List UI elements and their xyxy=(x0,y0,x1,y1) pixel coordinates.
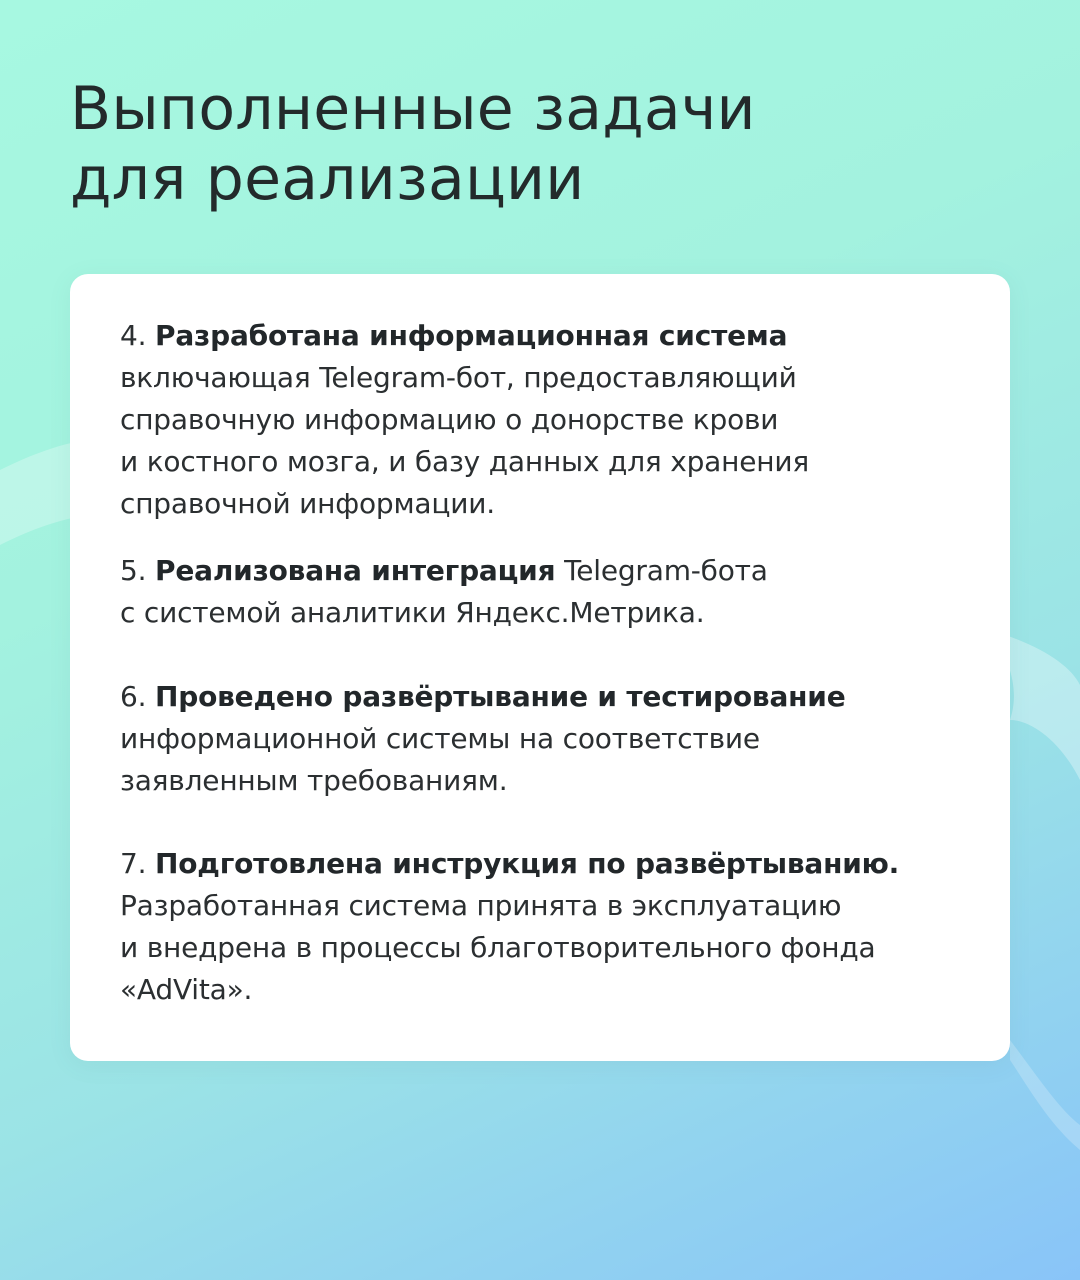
task-item-7 xyxy=(120,843,970,1011)
task-bold-title: Разработана информационная система xyxy=(155,319,788,352)
task-number: 7. xyxy=(120,847,147,880)
task-heading-line xyxy=(120,843,970,885)
task-text-line: «AdVita». xyxy=(120,973,253,1006)
task-inline-text: Telegram-бота xyxy=(564,554,768,587)
task-number: 5. xyxy=(120,554,147,587)
task-heading-line xyxy=(120,315,970,357)
task-bold-title: Проведено развёртывание и тестирование xyxy=(155,680,846,713)
page-title xyxy=(70,74,970,214)
task-text-line: справочной информации. xyxy=(120,487,495,520)
task-text-line: включающая Telegram-бот, предоставляющий xyxy=(120,361,797,394)
tasks-card xyxy=(70,274,1010,1061)
task-text-line: Разработанная система принята в эксплуатацию xyxy=(120,889,842,922)
task-text-line: справочную информацию о донорстве крови xyxy=(120,403,779,436)
task-item-6 xyxy=(120,676,970,802)
task-heading-line xyxy=(120,676,970,718)
task-item-5 xyxy=(120,550,970,634)
task-text-line: и внедрена в процессы благотворительного фонда xyxy=(120,931,876,964)
task-text-line: информационной системы на соответствие xyxy=(120,722,760,755)
task-bold-title: Подготовлена инструкция по развёртыванию. xyxy=(155,847,900,880)
task-item-4 xyxy=(120,315,970,525)
page-title-line-2: для реализации xyxy=(70,144,585,214)
task-number: 4. xyxy=(120,319,147,352)
task-text-line: заявленным требованиям. xyxy=(120,764,508,797)
task-number: 6. xyxy=(120,680,147,713)
task-text-line: и костного мозга, и базу данных для хранения xyxy=(120,445,810,478)
task-heading-line xyxy=(120,550,970,592)
page-title-line-1: Выполненные задачи xyxy=(70,74,756,144)
task-bold-title: Реализована интеграция xyxy=(155,554,556,587)
task-text-line: с системой аналитики Яндекс.Метрика. xyxy=(120,596,705,629)
